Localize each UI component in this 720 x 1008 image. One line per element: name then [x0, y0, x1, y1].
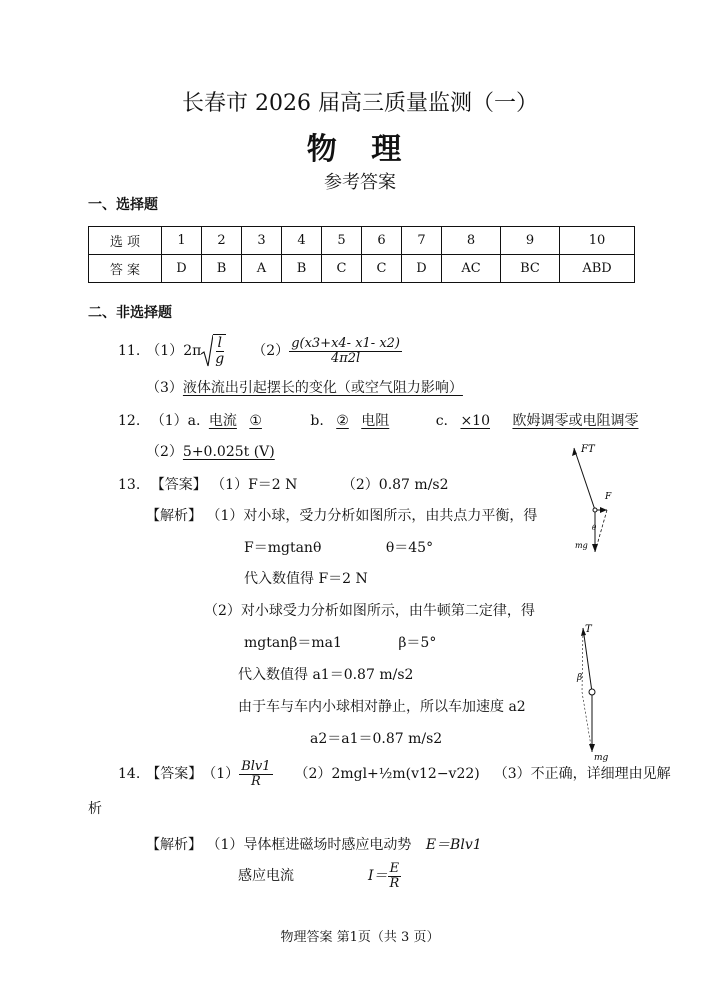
fig1-label-mg: mg — [575, 541, 588, 550]
q14-current-lhs: I＝ — [368, 868, 388, 884]
table-cell: 8 — [442, 227, 501, 255]
q13-a2-label: （2） — [341, 477, 379, 493]
q13-answer-tag: 【答案】 — [150, 477, 207, 493]
q12-b-answer-1: ② — [336, 413, 349, 429]
q13-s2-eq2: β＝5° — [398, 635, 437, 651]
q14-analysis-tag: 【解析】 — [146, 837, 202, 853]
q11-number: 11. — [118, 343, 141, 359]
row-label-question: 选 项 — [89, 227, 162, 255]
q12-c-label: c. — [435, 413, 448, 429]
q12-line-2 — [146, 441, 275, 461]
q12-c-answer-1: ×10 — [460, 413, 490, 429]
q14-analysis-1 — [146, 834, 482, 854]
subtitle: 参考答案 — [324, 172, 396, 193]
q12-part1-label: （1）a. — [150, 413, 201, 429]
q12-b-answer-2: 电阻 — [361, 413, 390, 429]
force-diagram-2 — [568, 620, 618, 765]
table-cell: D — [402, 255, 442, 283]
q13-s1-label: （1） — [206, 508, 244, 524]
q13-s2-text: 对小球受力分析如图所示，由牛顿第二定律，得 — [240, 603, 535, 619]
section-2-heading: 二、非选择题 — [88, 305, 172, 321]
fig1-label-ft: FT — [581, 444, 595, 455]
fig1-label-theta: θ — [592, 524, 597, 532]
q14-a3-continuation: 析 — [88, 801, 102, 817]
table-cell: 9 — [501, 227, 560, 255]
q14-a2: 2mgl+½m(v12−v22) — [331, 766, 480, 782]
table-cell: C — [362, 255, 402, 283]
q12-part2-label: （2） — [146, 444, 183, 460]
tension-vector — [574, 448, 595, 510]
ball-icon — [589, 689, 595, 695]
q11-part3-answer: 液体流出引起摆长的变化（或空气阻力影响） — [182, 380, 463, 396]
q13-s2-result: 代入数值得 a1＝0.87 m/s2 — [238, 667, 414, 683]
q13-s2-final: a2＝a1＝0.87 m/s2 — [310, 731, 443, 747]
q13-s2-label: （2） — [204, 603, 241, 619]
arrowhead-icon — [589, 744, 595, 752]
q11-part2-label: （2） — [252, 343, 290, 359]
q14-a2-label: （2） — [294, 766, 332, 782]
q14-a3-label: （3） — [493, 766, 531, 782]
table-cell: D — [162, 255, 202, 283]
q12-a-answer-1: 电流 — [208, 413, 237, 429]
q14-a1-label: （1） — [202, 766, 240, 782]
q14-a3: 不正确，详细理由见解 — [530, 766, 671, 782]
q11-line-1 — [118, 333, 402, 369]
q13-s2-note: 由于车与车内小球相对静止，所以车加速度 a2 — [238, 699, 526, 715]
table-cell: 5 — [322, 227, 362, 255]
q11-part2-fraction — [289, 337, 402, 365]
q12-c-answer-2: 欧姆调零或电阻调零 — [512, 413, 639, 429]
ball-icon — [593, 508, 597, 512]
q14-current-line — [238, 858, 401, 894]
table-cell: AC — [442, 255, 501, 283]
q14-a1-fraction — [239, 760, 272, 788]
q14-current-denominator: R — [389, 875, 400, 891]
q13-a1: F＝2 N — [248, 477, 298, 493]
q13-answer-line — [118, 474, 449, 494]
table-cell: 2 — [202, 227, 242, 255]
q11-part2-numerator: g(x3+x4- x1- x2) — [291, 335, 401, 351]
q14-a1-denominator: R — [250, 773, 261, 789]
q11-sqrt-denominator: g — [215, 350, 225, 367]
fig2-label-beta: β — [577, 673, 583, 683]
q13-s2-equations — [244, 632, 436, 652]
q13-s1-result: 代入数值得 F＝2 N — [244, 571, 368, 587]
q14-s1-eq: E＝Blv1 — [425, 837, 482, 853]
q14-number: 14. — [118, 766, 141, 782]
subject-title: 物 理 — [306, 132, 414, 167]
q13-a1-label: （1） — [211, 477, 249, 493]
q11-part1-label: （1） — [146, 343, 184, 359]
arrowhead-icon — [600, 507, 607, 513]
q13-s1-eq2: θ＝45° — [385, 540, 434, 556]
table-cell: 6 — [362, 227, 402, 255]
q13-s1-text: 对小球，受力分析如图所示，由共点力平衡，得 — [243, 508, 538, 524]
table-cell: 7 — [402, 227, 442, 255]
fig1-label-f: F — [605, 492, 612, 502]
q12-a-answer-2: ① — [249, 413, 262, 429]
q14-s1-text: 导体框进磁场时感应电动势 — [243, 837, 412, 853]
q14-current-numerator: E — [389, 860, 400, 876]
q12-part2-answer: 5+0.025t (V) — [182, 444, 275, 460]
q11-sqrt-fraction — [213, 334, 226, 368]
sqrt-icon — [201, 334, 226, 368]
tension-vector — [583, 628, 592, 692]
fig2-label-t: T — [585, 624, 592, 635]
q11-part2-denominator: 4π2l — [330, 350, 361, 366]
q13-s1-equations — [244, 537, 433, 557]
q13-a2: 0.87 m/s2 — [378, 477, 449, 493]
table-row-answers — [89, 255, 635, 283]
table-cell: ABD — [560, 255, 635, 283]
table-cell: BC — [501, 255, 560, 283]
q12-line-1 — [118, 410, 638, 430]
q13-s1-eq1: F＝mgtanθ — [244, 540, 322, 556]
table-row-numbers — [89, 227, 635, 255]
table-cell: A — [242, 255, 282, 283]
q12-b-label: b. — [310, 413, 324, 429]
row-label-answer: 答 案 — [89, 255, 162, 283]
table-cell: 4 — [282, 227, 322, 255]
section-1-heading: 一、选择题 — [88, 197, 158, 213]
table-cell: C — [322, 255, 362, 283]
table-cell: 3 — [242, 227, 282, 255]
q14-answer-line — [118, 756, 671, 792]
exam-title: 长春市 2026 届高三质量监测（一） — [182, 91, 538, 116]
q13-s2-eq1: mgtanβ＝ma1 — [244, 635, 342, 651]
q13-number: 13. — [118, 477, 141, 493]
q13-analysis-tag: 【解析】 — [146, 508, 202, 524]
q11-two-pi: 2π — [183, 343, 202, 359]
q11-sqrt-numerator: l — [217, 335, 223, 351]
q14-a1-numerator: Blv1 — [241, 758, 271, 774]
force-diagram-1 — [565, 440, 625, 560]
table-cell: B — [282, 255, 322, 283]
q13-analysis-2 — [204, 600, 535, 620]
q14-current-fraction — [388, 862, 402, 890]
q14-answer-tag: 【答案】 — [146, 766, 203, 782]
reference-line — [582, 692, 592, 752]
resultant-line — [595, 510, 607, 552]
page-footer: 物理答案 第1页（共 3 页） — [280, 930, 440, 945]
q12-number: 12. — [118, 413, 141, 429]
table-cell: 1 — [162, 227, 202, 255]
table-cell: 10 — [560, 227, 635, 255]
q14-s1-label: （1） — [206, 837, 244, 853]
q13-analysis-1 — [146, 505, 537, 525]
table-cell: B — [202, 255, 242, 283]
answer-table — [88, 226, 635, 283]
q11-part3-label: （3） — [146, 380, 183, 396]
q11-line-2 — [146, 377, 463, 397]
fig2-label-mg: mg — [594, 753, 609, 763]
q14-current-label: 感应电流 — [238, 868, 294, 884]
